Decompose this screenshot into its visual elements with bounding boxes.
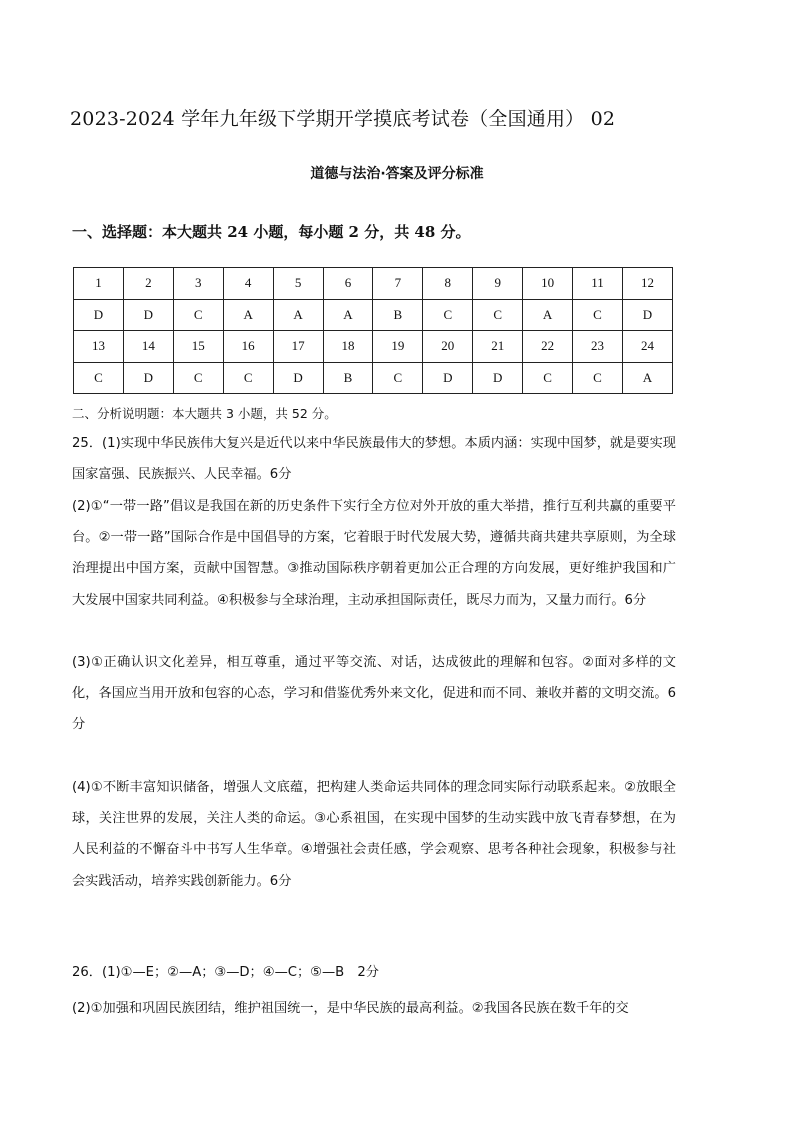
answer-table-cell: 15 (173, 331, 223, 363)
answer-table-cell: C (573, 362, 623, 394)
answer-table-cell: A (323, 299, 373, 331)
answer-table (73, 267, 673, 394)
answer-table-cell: C (173, 362, 223, 394)
answer-table-cell: 21 (473, 331, 523, 363)
answer-table-cell: 8 (423, 268, 473, 300)
q25-part2: (2)①“一带一路”倡议是我国在新的历史条件下实行全方位对外开放的重大举措，推行互利共赢的重要平台。②一带一路”国际合作是中国倡导的方案，它着眼于时代发展大势，遵循共商共建共享原则，为全球治理提出中国方案，贡献中国智慧。③推动国际秩序朝着更加公正合理的方向发展，更好维护我国和广大发展中国家共同利益。④积极参与全球治理，主动承担国际责任，既尽力而为，又量力而行。6分 (72, 499, 676, 608)
answer-table-cell: C (473, 299, 523, 331)
answer-table-cell: D (423, 362, 473, 394)
answer-table-cell: 22 (523, 331, 573, 363)
answer-table-cell: 12 (622, 268, 672, 300)
q25-part3: (3)①正确认识文化差异，相互尊重，通过平等交流、对话，达成彼此的理解和包容。②面对多样的文化，各国应当用开放和包容的心态，学习和借鉴优秀外来文化，促进和而不同、兼收并蓄的文明交流。6分 (72, 655, 676, 733)
answer-table-cell: 11 (573, 268, 623, 300)
answer-table-cell: 10 (523, 268, 573, 300)
answer-table-cell: D (123, 299, 173, 331)
answer-table-cell: 16 (223, 331, 273, 363)
page-subtitle: 道德与法治·答案及评分标准 (310, 166, 484, 182)
answer-table-cell: C (173, 299, 223, 331)
answer-table-cell: A (523, 299, 573, 331)
answer-table-cell: A (622, 362, 672, 394)
answer-table-cell: 14 (123, 331, 173, 363)
answer-table-cell: 9 (473, 268, 523, 300)
answer-table-cell: 24 (622, 331, 672, 363)
answer-table-cell: 20 (423, 331, 473, 363)
answer-table-cell: D (473, 362, 523, 394)
q25-part4: (4)①不断丰富知识储备，增强人文底蕴，把构建人类命运共同体的理念同实际行动联系起来。②放眼全球，关注世界的发展，关注人类的命运。③心系祖国，在实现中国梦的生动实践中放飞青春梦想，在为人民利益的不懈奋斗中书写人生华章。④增强社会责任感，学会观察、思考各种社会现象，积极参与社会实践活动，培养实践创新能力。6分 (72, 780, 676, 889)
answer-table-cell: C (223, 362, 273, 394)
answer-table-cell: 17 (273, 331, 323, 363)
answer-table-cell: B (373, 299, 423, 331)
answer-table-cell: 19 (373, 331, 423, 363)
answer-table-cell: 7 (373, 268, 423, 300)
answer-table-number-row (74, 331, 673, 363)
answer-table-cell: A (273, 299, 323, 331)
answer-table-cell: C (373, 362, 423, 394)
answer-table-cell: 5 (273, 268, 323, 300)
q26-part1: 26．(1)①—E；②—A；③—D；④—C；⑤—B 2分 (72, 965, 379, 980)
answer-table-cell: 6 (323, 268, 373, 300)
answer-table-answer-row (74, 299, 673, 331)
answer-table-cell: D (123, 362, 173, 394)
answer-table-cell: 3 (173, 268, 223, 300)
answer-table-cell: 13 (74, 331, 124, 363)
answer-table-cell: B (323, 362, 373, 394)
q25-part1: 25．(1)实现中华民族伟大复兴是近代以来中华民族最伟大的梦想。本质内涵：实现中国梦，就是要实现国家富强、民族振兴、人民幸福。6分 (72, 436, 676, 483)
answer-table-cell: 2 (123, 268, 173, 300)
answer-table-cell: A (223, 299, 273, 331)
answer-table-cell: D (622, 299, 672, 331)
q26-part2: (2)①加强和巩固民族团结，维护祖国统一，是中华民族的最高利益。②我国各民族在数千年的交 (72, 1001, 629, 1016)
answer-table-number-row (74, 268, 673, 300)
answer-table-cell: D (273, 362, 323, 394)
section-heading-analysis: 二、分析说明题：本大题共 3 小题，共 52 分。 (72, 406, 337, 421)
answer-table-cell: 1 (74, 268, 124, 300)
answer-table-answer-row (74, 362, 673, 394)
answer-table-cell: C (423, 299, 473, 331)
section-heading-choice: 一、选择题：本大题共 24 小题，每小题 2 分，共 48 分。 (72, 223, 471, 241)
answer-table-cell: C (573, 299, 623, 331)
answer-table-cell: 4 (223, 268, 273, 300)
answer-table-cell: D (74, 299, 124, 331)
answer-table-cell: C (523, 362, 573, 394)
answer-table-cell: C (74, 362, 124, 394)
answer-table-cell: 23 (573, 331, 623, 363)
page-title: 2023-2024 学年九年级下学期开学摸底考试卷（全国通用） 02 (70, 108, 616, 130)
answer-table-cell: 18 (323, 331, 373, 363)
